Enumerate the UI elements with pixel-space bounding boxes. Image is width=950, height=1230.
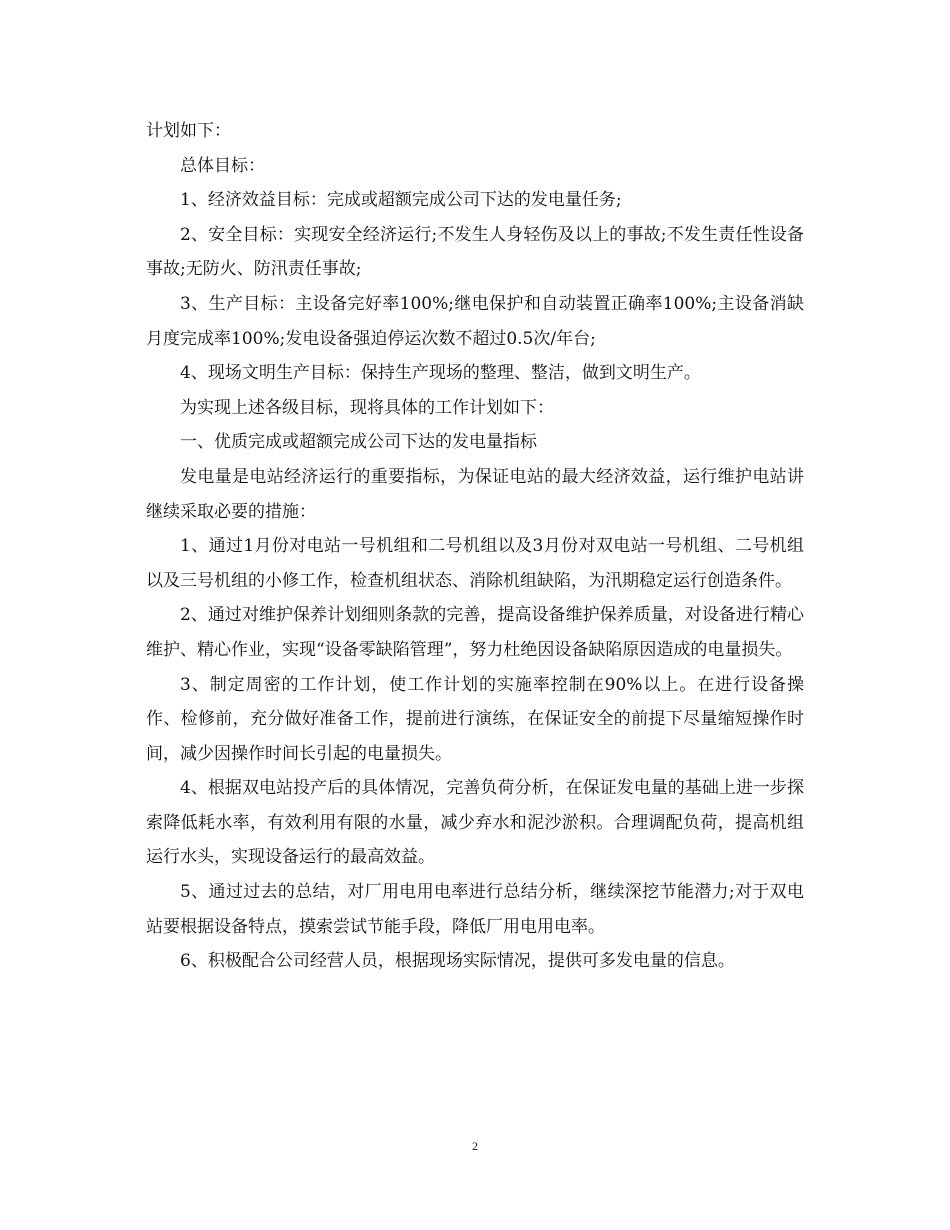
- paragraph-plan-lead: 为实现上述各级目标，现将具体的工作计划如下：: [180, 397, 554, 418]
- list-item-3: 3、制定周密的工作计划，使工作计划的实施率控制在90%以上。在进行设备操作、检修前，充分做好准备工作，提前进行演练，在保证安全的前提下尽量缩短操作时间，减少因操作时间长引起的电量损失。: [146, 674, 804, 764]
- document-body: [146, 114, 804, 979]
- paragraph-safety-goal: 2、安全目标：实现安全经济运行;不发生人身轻伤及以上的事故;不发生责任性设备事故;无防火、防汛责任事故;: [146, 224, 804, 280]
- paragraph-economic-goal: 1、经济效益目标：完成或超额完成公司下达的发电量任务;: [180, 190, 622, 211]
- paragraph-section-1-intro: 发电量是电站经济运行的重要指标，为保证电站的最大经济效益，运行维护电站讲继续采取必要的措施：: [146, 466, 804, 522]
- paragraph-overall-goal: 总体目标：: [180, 155, 265, 176]
- page-number: 2: [472, 1139, 478, 1153]
- list-item-6: 6、积极配合公司经营人员，根据现场实际情况，提供可多发电量的信息。: [180, 951, 735, 972]
- section-heading-1: 一、优质完成或超额完成公司下达的发电量指标: [180, 432, 537, 453]
- paragraph-civilized-production-goal: 4、现场文明生产目标：保持生产现场的整理、整洁，做到文明生产。: [180, 363, 701, 384]
- paragraph-production-goal: 3、生产目标：主设备完好率100%;继电保护和自动装置正确率100%;主设备消缺月度完成率100%;发电设备强迫停运次数不超过0.5次/年台;: [146, 293, 804, 349]
- list-item-1: 1、通过1月份对电站一号机组和二号机组以及3月份对双电站一号机组、二号机组以及三号机组的小修工作，检查机组状态、消除机组缺陷，为汛期稳定运行创造条件。: [146, 536, 804, 591]
- list-item-4: 4、根据双电站投产后的具体情况，完善负荷分析，在保证发电量的基础上进一步探索降低耗水率，有效利用有限的水量，减少弃水和泥沙淤积。合理调配负荷，提高机组运行水头，实现设备运行的最高效益。: [146, 778, 804, 868]
- list-item-5: 5、通过过去的总结，对厂用电用电率进行总结分析，继续深挖节能潜力;对于双电站要根据设备特点，摸索尝试节能手段，降低厂用电用电率。: [146, 882, 804, 937]
- list-item-2: 2、通过对维护保养计划细则条款的完善，提高设备维护保养质量，对设备进行精心维护、精心作业，实现“设备零缺陷管理”，努力杜绝因设备缺陷原因造成的电量损失。: [146, 605, 804, 660]
- paragraph-intro: 计划如下：: [146, 121, 231, 141]
